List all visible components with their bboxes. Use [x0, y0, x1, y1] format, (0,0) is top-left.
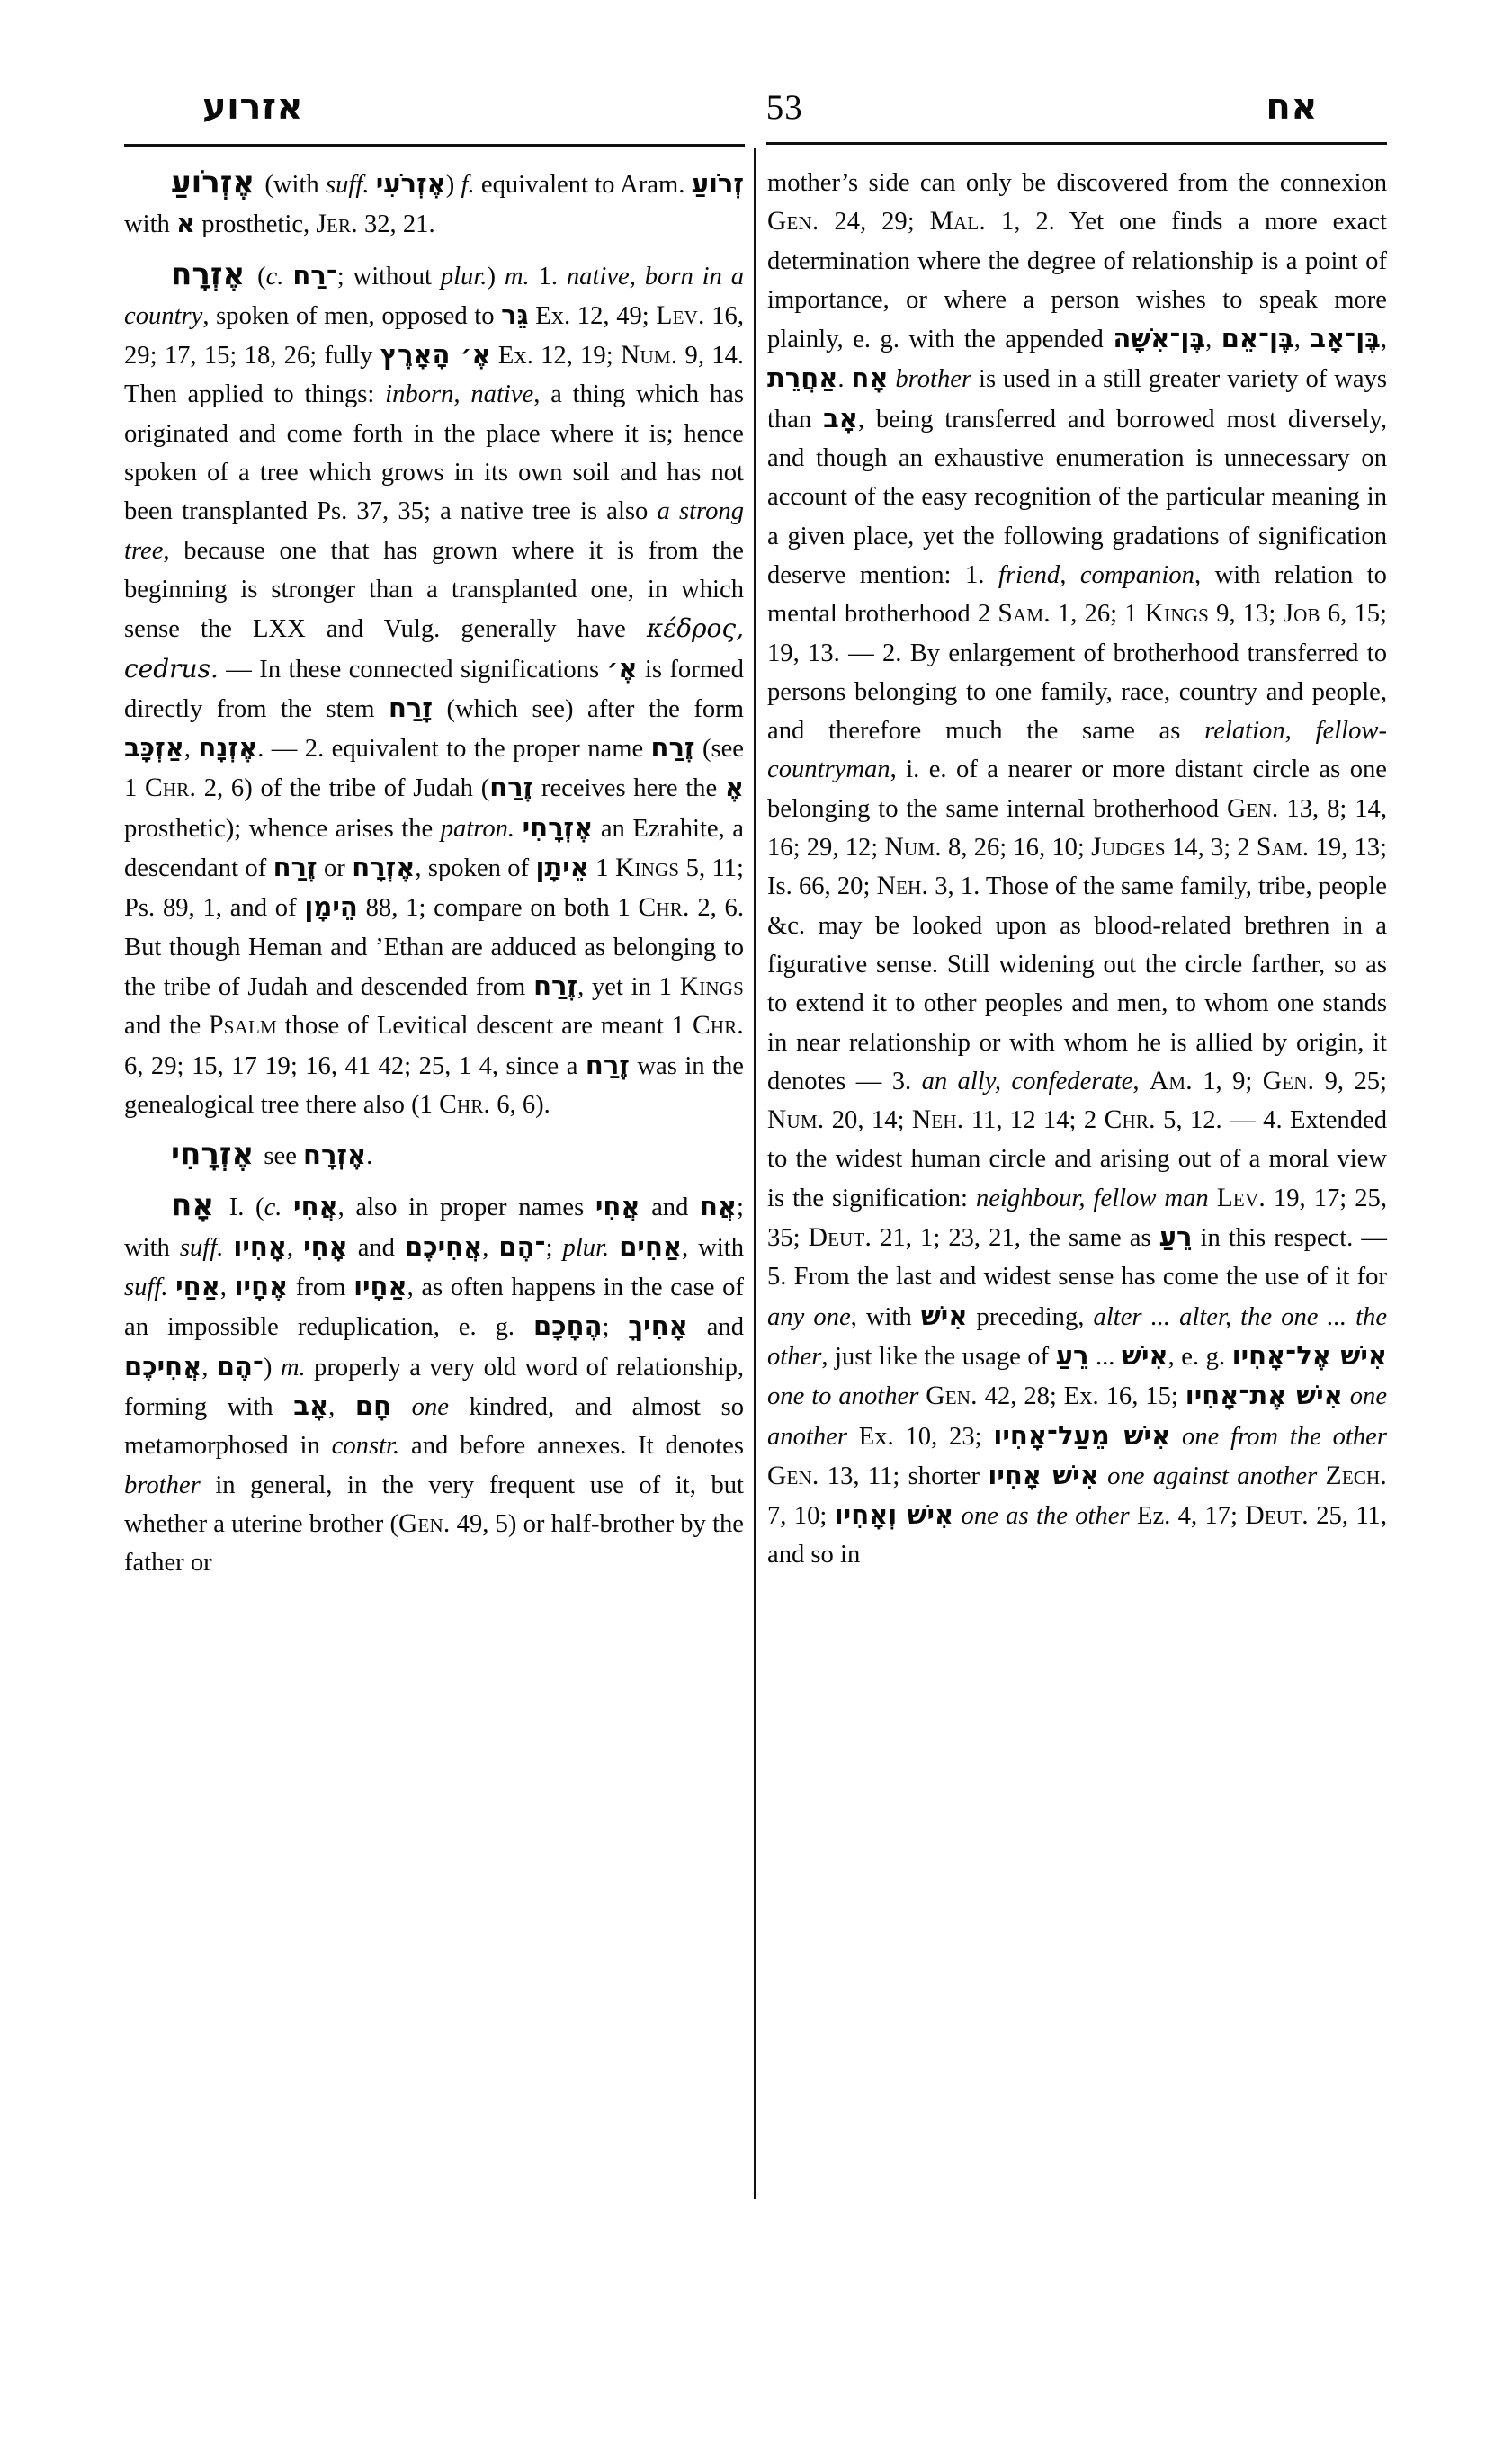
body-text: 1, 9; [1192, 1067, 1263, 1095]
italic-gloss: plur. [440, 262, 488, 291]
body-text: 6, 15; 19, 13. — 2. By enlargement of brotherhood transferred to persons belonging to one family, race, country and people, and therefore much the same as [767, 600, 1387, 746]
body-text: 11, 12 14; 2 [963, 1106, 1105, 1135]
body-text [609, 1234, 619, 1262]
hebrew-word: אֲח [700, 1191, 738, 1222]
hebrew-word: אָחִיו [233, 1230, 287, 1262]
body-text: , [183, 735, 199, 764]
scripture-reference: Judges [1091, 833, 1166, 863]
body-text: from [288, 1274, 354, 1302]
body-text: — In these connected significations [218, 655, 607, 684]
hebrew-word: אָב [823, 402, 858, 434]
body-text: 1, 26; 1 [1050, 600, 1145, 629]
hebrew-word: אֶזְנָח [198, 732, 258, 764]
body-text: 32, 21. [357, 210, 435, 239]
italic-gloss: m. [280, 1353, 306, 1381]
hebrew-word: אֶזְרָח [352, 852, 416, 883]
body-text: , [1380, 326, 1387, 354]
body-text: , with [850, 1302, 921, 1331]
body-text: 5, 12. — 4. Extended to the widest human circle and arising out of a moral view is the signification: [767, 1106, 1387, 1212]
scripture-reference: Kings [679, 971, 744, 1001]
body-text: properly a very old word of relationship, forming with [124, 1353, 745, 1421]
body-text [282, 1194, 293, 1221]
body-text: , [1205, 326, 1221, 354]
body-text: 42, 28; Ex. 16, 15; [977, 1382, 1185, 1411]
hebrew-word: הֵימָן [304, 891, 358, 923]
body-text: 13, 8; 14, 16; 29, 12; [767, 794, 1387, 863]
body-text: Ex. 10, 23; [846, 1422, 994, 1451]
italic-gloss: relation, fellow-countryman [767, 717, 1387, 784]
hebrew-word: אִישׁ מֵעַל־אָחִיו [993, 1419, 1171, 1451]
body-text [223, 1234, 233, 1262]
scripture-reference: Neh. [911, 1105, 964, 1135]
text-columns [124, 164, 1387, 1582]
hebrew-word: אִישׁ אָחִיו [988, 1459, 1099, 1490]
body-text: , [219, 1274, 235, 1302]
body-text: ) [445, 171, 461, 199]
hebrew-word: ־הֶם [498, 1230, 546, 1262]
body-text: Ez. 4, 17; [1129, 1502, 1246, 1531]
body-text: . — 2. equivalent to the proper name [257, 735, 651, 764]
italic-gloss: one another [767, 1382, 1388, 1451]
italic-gloss: an ally, confederate [921, 1067, 1133, 1095]
hebrew-word: אֶחָיו [234, 1271, 289, 1302]
scripture-reference: Chr. [692, 1011, 744, 1041]
hebrew-word: אַחִים [619, 1230, 683, 1262]
body-text: 19, 17; 25, 35; [767, 1184, 1387, 1253]
hebrew-word: זְרֹועַ [691, 168, 744, 199]
body-text: see [264, 1142, 304, 1171]
hebrew-word: רֵעַ [1159, 1221, 1193, 1253]
body-text: 9, 14. Then applied to things: [124, 342, 745, 409]
hebrew-word: זֶרַח [489, 772, 534, 803]
hebrew-word: אֲחִיכֶם [124, 1350, 202, 1381]
body-text: 24, 29; [819, 208, 930, 237]
body-text: , with [682, 1233, 745, 1262]
body-text: , a thing which has originated and come forth in the place where it is; hence spoken of a tree which grows in its own soil and has not been transplanted Ps. 37, 35; a native tree is also [124, 380, 744, 526]
hebrew-word: זָרַח [389, 692, 433, 723]
body-text: 14, 3; 2 [1165, 834, 1257, 863]
scripture-reference: Lev. [656, 300, 705, 330]
body-text: and [640, 1194, 700, 1222]
scripture-reference: Lev. [1216, 1183, 1266, 1212]
body-text: is used in a still greater variety of ways than [767, 365, 1387, 434]
scripture-reference: Chr. [638, 893, 690, 923]
italic-gloss: plur. [562, 1233, 610, 1262]
body-text: an Ezrahite, a descendant of [124, 814, 744, 883]
hebrew-word: אֶ [724, 772, 744, 803]
hebrew-word: אִישׁ וְאָחִיו [834, 1499, 954, 1531]
body-text: I. ( [228, 1194, 264, 1222]
body-text: ) [487, 262, 505, 291]
italic-gloss: c. [265, 262, 284, 291]
hebrew-word: אִישׁ אֶת־אָחִיו [1185, 1380, 1343, 1411]
body-text: , being transferred and borrowed most diversely, and though an exhaustive enumeration is unnecessary on account of the easy recognition of the particular meaning in a given place, yet the following gradations of signification deserve mention: 1. [767, 405, 1387, 589]
body-text: . [837, 365, 852, 394]
hebrew-word: אִישׁ אֶל־אָחִיו [1231, 1339, 1387, 1371]
scripture-reference: Gen. [767, 1461, 819, 1490]
italic-gloss: friend, companion [998, 560, 1194, 589]
body-text: ... [1088, 1342, 1122, 1371]
hebrew-word: ־רַח [292, 259, 337, 291]
scripture-reference: Neh. [876, 872, 929, 901]
dictionary-entry [124, 1135, 744, 1176]
italic-gloss: brother [895, 365, 972, 394]
hebrew-word: אֵיתָן [535, 852, 589, 883]
body-text: is formed directly from the stem [124, 655, 744, 723]
header-rule-right [766, 142, 1387, 145]
italic-gloss: one from the other [1182, 1422, 1387, 1451]
hebrew-word: אֲחִי [595, 1191, 640, 1222]
italic-gloss: one as the other [961, 1502, 1130, 1531]
scripture-reference: Am. [1149, 1066, 1193, 1095]
body-text [1170, 1423, 1182, 1451]
hebrew-word: אַחֲרֵת [767, 362, 838, 394]
italic-gloss: one [411, 1392, 449, 1421]
hebrew-word: אֲחִיכֶם [405, 1230, 483, 1262]
hebrew-word: זֶרַח [650, 732, 695, 764]
hebrew-word: אַחַי [175, 1271, 220, 1302]
body-text: 7, 10; [767, 1502, 835, 1531]
body-text: equivalent to Aram. [474, 171, 692, 199]
body-text: mother’s side can only be discovered from the connexion [767, 169, 1387, 197]
body-text: and the [124, 1012, 210, 1041]
hebrew-word: זֶרַח [273, 852, 318, 883]
body-text [283, 263, 292, 291]
italic-gloss: suff. [326, 171, 370, 199]
hebrew-word: אֶזְרָחִי [522, 811, 594, 843]
hebrew-word: אַזְכָּב [124, 732, 184, 764]
body-text: in this respect. — 5. From the last and widest sense has come the use of it for [767, 1224, 1387, 1292]
scripture-reference: Psalm [209, 1011, 277, 1041]
body-text: and [687, 1313, 745, 1342]
hebrew-word: בֶּן־אָב [1310, 323, 1381, 354]
body-text [1343, 1382, 1350, 1410]
page-number: 53 [765, 88, 803, 127]
hebrew-word: אָח [851, 362, 889, 394]
scripture-reference: Mal. [929, 207, 986, 237]
italic-gloss: f. [461, 171, 475, 199]
body-text: , e. g. [1168, 1342, 1232, 1371]
hebrew-word: אָב [293, 1390, 329, 1421]
body-text [167, 1274, 175, 1301]
body-text: 1 [588, 854, 615, 883]
dictionary-entry [767, 164, 1387, 1575]
body-text: , spoken of [415, 854, 536, 883]
body-text: (see 1 [124, 735, 744, 803]
hebrew-word: אֶזְרֹעִי [375, 168, 446, 199]
entry-headword: אָח [171, 1187, 215, 1224]
body-text: prosthetic, [195, 210, 317, 239]
italic-gloss: one to another [767, 1382, 919, 1411]
body-text [953, 1502, 961, 1530]
body-text: and before annexes. It denotes [399, 1432, 744, 1461]
scripture-reference: Zech. [1325, 1461, 1387, 1490]
scripture-reference: Gen. [926, 1381, 978, 1411]
italic-gloss: native, born in a country [124, 262, 745, 330]
entry-headword: אֶזְרֹועַ [171, 165, 255, 201]
body-text: , also in proper names [337, 1194, 595, 1222]
body-text: 1. [529, 262, 567, 291]
left-column [124, 164, 744, 1582]
dictionary-entry [124, 1186, 744, 1582]
italic-gloss: any one [767, 1302, 851, 1331]
body-text: , [286, 1233, 304, 1262]
scripture-reference: Chr. [1104, 1105, 1156, 1135]
body-text: , [1132, 1067, 1150, 1095]
body-text: preceding, [967, 1302, 1094, 1331]
body-text: (which see) after the form [433, 694, 744, 723]
body-text: ; without [336, 262, 441, 291]
body-text [1099, 1462, 1107, 1490]
body-text: , because one that has grown where it is from the beginning is stronger than a transplanted one, in which sense the LXX and Vulg. generally have [124, 536, 744, 644]
italic-gloss: brother [124, 1471, 201, 1499]
body-text: 3, 1. Those of the same family, tribe, people &c. may be looked upon as blood-related brethren in a figurative sense. Still widening out the circle farther, so as to extend it to other peoples and men, to whom one stands in near relationship or with whom he is allied by origin, it denotes — 3. [767, 872, 1387, 1095]
body-text: 20, 14; [824, 1106, 912, 1135]
hebrew-word: חָם [354, 1390, 391, 1421]
scripture-reference: Gen. [1226, 793, 1279, 823]
hebrew-word: אַחָיו [353, 1271, 407, 1302]
running-head-left-hebrew: אזרוע [202, 86, 304, 128]
body-text: 9, 13; [1208, 600, 1284, 629]
body-text [391, 1393, 412, 1421]
hebrew-word: בֶּן־אֵם [1221, 323, 1294, 354]
hebrew-word: רֵעַ [1055, 1339, 1089, 1371]
italic-gloss: m. [504, 262, 530, 291]
running-head-right-hebrew: אח [1266, 86, 1318, 128]
body-text [1209, 1185, 1217, 1212]
body-text: 6, 29; 15, 17 19; 16, 41 42; 25, 1 4, since a [124, 1051, 586, 1080]
body-text: , [1293, 326, 1311, 354]
italic-gloss: inborn, native [385, 380, 534, 409]
body-text: , [482, 1233, 499, 1262]
body-text [369, 171, 375, 199]
scripture-reference: Job [1283, 599, 1320, 629]
hebrew-word: אָחִי [303, 1230, 348, 1262]
hebrew-word: ־הֶם [216, 1350, 264, 1381]
body-text: ; [545, 1233, 563, 1262]
running-head [202, 86, 1318, 128]
body-text: kindred, and almost so metamorphosed in [124, 1392, 744, 1461]
dictionary-entry [124, 255, 744, 1125]
hebrew-word: אִישׁ [1121, 1339, 1168, 1371]
body-text: , i. e. of a nearer or more distant circle as one belonging to the same internal brotherhood [767, 756, 1387, 823]
hebrew-word: אִישׁ [920, 1300, 968, 1331]
body-text: , with relation to mental brotherhood 2 [767, 560, 1387, 629]
dictionary-entry [124, 164, 744, 245]
scripture-reference: Kings [614, 854, 680, 883]
body-text: 2, 6) of the tribe of Judah ( [196, 774, 490, 803]
body-text: receives here the [533, 774, 725, 803]
body-text: those of Levitical descent are meant 1 [276, 1012, 693, 1041]
body-text [1317, 1462, 1325, 1490]
body-text: , spoken of men, opposed to [202, 301, 502, 330]
scripture-reference: Num. [884, 833, 942, 863]
scripture-reference: Gen. [767, 207, 819, 237]
body-text: prosthetic); whence arises the [124, 814, 441, 843]
header-rule-left [124, 144, 745, 147]
body-text: 2, 6. But though Heman and ’Ethan are adduced as belonging to the tribe of Judah and descended from [124, 894, 744, 1001]
hebrew-word: בֶּן־אִשָּׁה [1113, 323, 1206, 354]
italic-gloss: c. [264, 1194, 282, 1222]
hebrew-word: אֲחִי [293, 1191, 338, 1222]
italic-gloss: a strong tree [124, 497, 744, 565]
scripture-reference: Kings [1144, 599, 1209, 629]
scripture-reference: Sam. [998, 599, 1051, 629]
scripture-reference: Deut. [808, 1223, 872, 1253]
italic-gloss: patron. [440, 814, 515, 843]
body-text: 8, 26; 16, 10; [941, 834, 1092, 863]
body-text: , [328, 1392, 355, 1421]
body-text: 6, 6). [490, 1090, 550, 1119]
body-text: , just like the usage of [821, 1342, 1056, 1371]
scripture-reference: Sam. [1256, 833, 1310, 863]
hebrew-word: א [175, 208, 196, 239]
scripture-reference: Chr. [439, 1089, 491, 1119]
scripture-reference: Jer. [316, 210, 358, 239]
body-text: in general, in the very frequent use of it, but whether a uterine brother ( [124, 1471, 744, 1538]
italic-gloss: constr. [331, 1432, 400, 1461]
body-text: Ex. 12, 19; [490, 342, 621, 371]
italic-gloss: one against another [1107, 1462, 1318, 1490]
greek-word: κέδρος, cedrus. [124, 613, 744, 684]
hebrew-word: אֶ׳ הָאָרֶץ [380, 339, 491, 371]
body-text: or [317, 854, 353, 883]
scripture-reference: Chr. [145, 773, 197, 803]
scripture-reference: Num. [620, 341, 678, 371]
scripture-reference: Gen. [398, 1508, 451, 1538]
hebrew-word: זֶרַח [585, 1049, 630, 1080]
hebrew-word: אָחִיךָ [628, 1310, 688, 1342]
hebrew-word: גֵּר [501, 299, 529, 330]
body-text: (with [264, 171, 326, 199]
body-text: 16, 29; 17, 15; 18, 26; fully [124, 301, 744, 371]
hebrew-word: הֶחָכָם [533, 1310, 603, 1342]
body-text: 49, 5) or half-brother by the father or [124, 1509, 744, 1578]
body-text: , [201, 1353, 217, 1381]
body-text: ) [263, 1353, 281, 1381]
body-text: 9, 25; [1314, 1067, 1387, 1095]
scripture-reference: Gen. [1262, 1066, 1315, 1095]
body-text: 13, 11; shorter [819, 1462, 989, 1490]
body-text: 88, 1; compare on both 1 [357, 894, 639, 923]
body-text: , as often happens in the case of an impossible reduplication, e. g. [124, 1274, 744, 1342]
hebrew-word: זֶרַח [533, 970, 578, 1001]
right-column [767, 164, 1387, 1582]
scripture-reference: Deut. [1245, 1501, 1309, 1531]
body-text: was in the genealogical tree there also (1 [124, 1051, 744, 1119]
hebrew-word: אֶזְרָח [303, 1140, 367, 1171]
body-text: ; with [124, 1194, 744, 1262]
body-text: ( [257, 262, 266, 291]
body-text: . [366, 1142, 373, 1171]
italic-gloss: neighbour, fellow man [975, 1184, 1209, 1212]
body-text: 19, 13; Is. 66, 20; [767, 834, 1388, 901]
scripture-reference: Num. [767, 1105, 825, 1135]
italic-gloss: suff. [179, 1233, 224, 1262]
hebrew-word: אֶ׳ [606, 652, 638, 684]
body-text: 1, 2. Yet one finds a more exact determination where the degree of relationship is a point of importance, or where a person wishes to speak more plainly, e. g. with the appended [767, 208, 1387, 354]
body-text: Ex. 12, 49; [528, 301, 657, 330]
body-text: , yet in 1 [577, 972, 680, 1001]
body-text: and [347, 1233, 406, 1262]
body-text [514, 815, 523, 843]
body-text: 25, 11, and so in [767, 1502, 1388, 1569]
entry-headword: אֶזְרָח [171, 255, 246, 292]
body-text: 5, 11; Ps. 89, 1, and of [124, 854, 744, 923]
entry-headword: אֶזְרָחִי [171, 1136, 255, 1173]
body-text: with [124, 210, 176, 239]
body-text: ; [602, 1313, 629, 1342]
italic-gloss: alter ... alter, the one ... the other [767, 1302, 1388, 1371]
body-text: 21, 1; 23, 21, the same as [872, 1224, 1159, 1253]
italic-gloss: suff. [124, 1274, 168, 1302]
